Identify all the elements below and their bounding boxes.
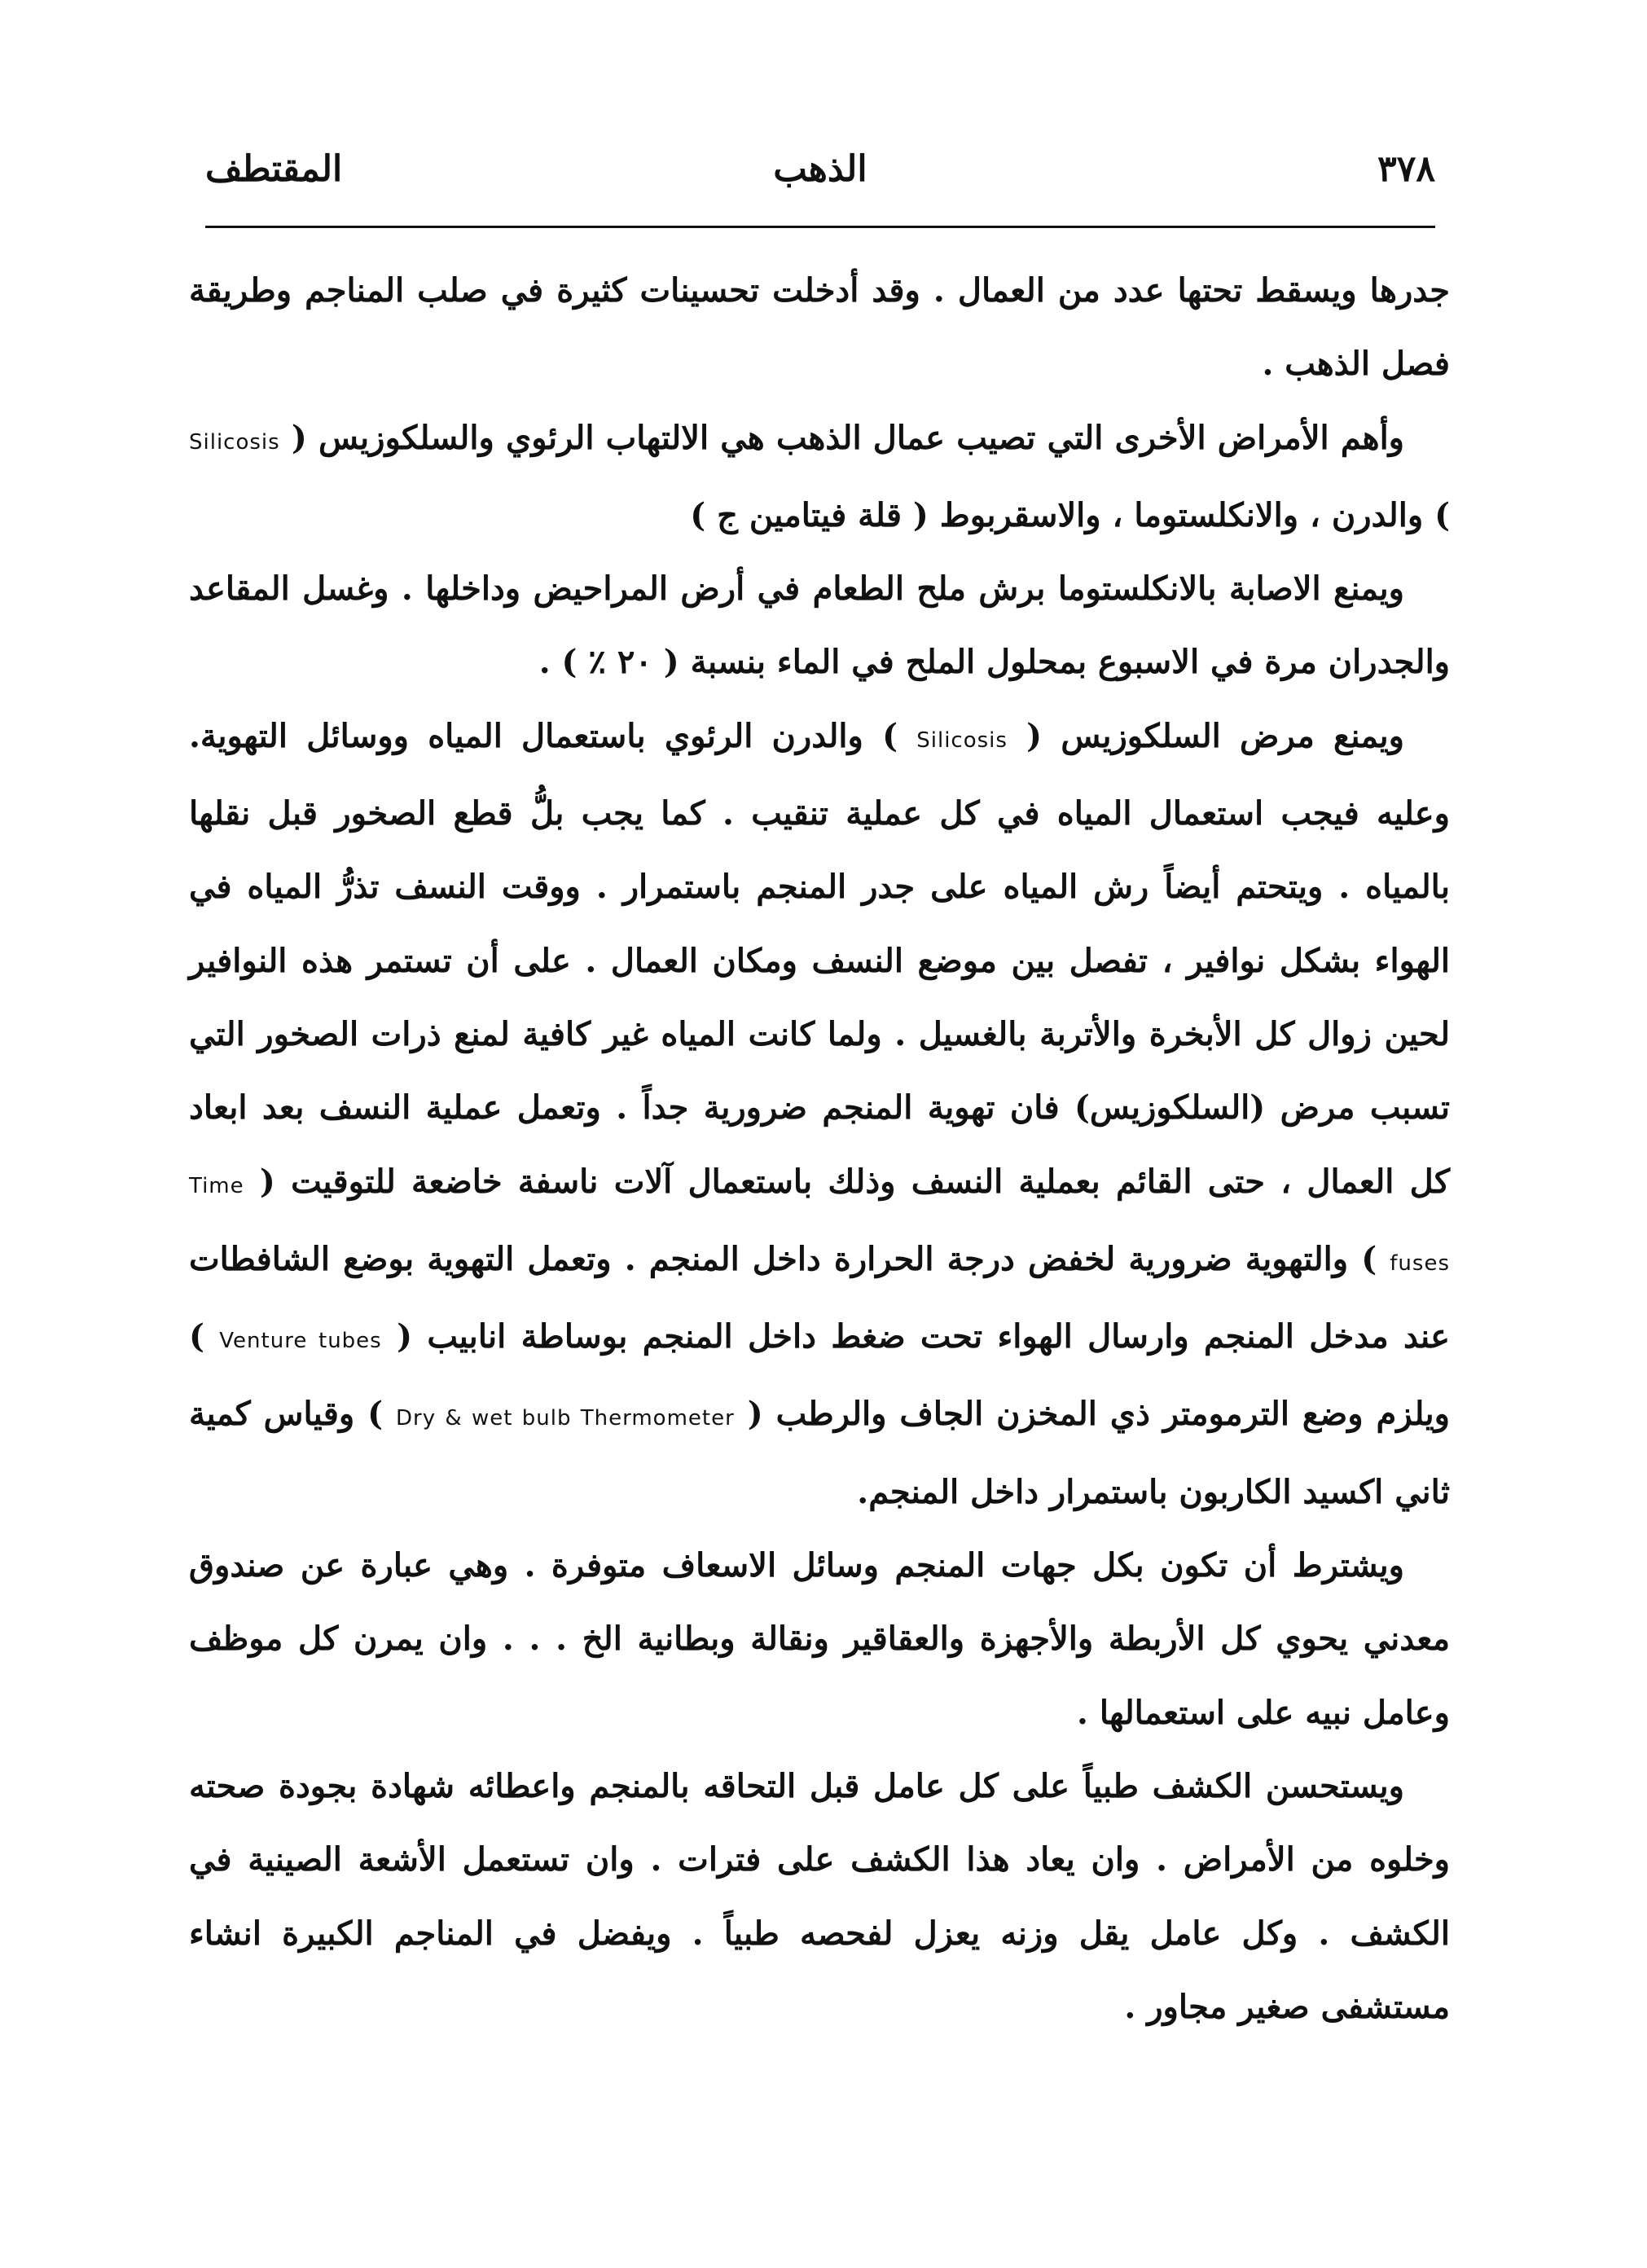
paragraph-4 xyxy=(189,700,1450,1529)
header-rule xyxy=(205,226,1435,228)
article-body xyxy=(189,254,1450,2044)
latin-term: Venture tubes xyxy=(219,1329,382,1354)
paragraph-text: ويمنع مرض السلكوزيس ( xyxy=(1007,716,1404,755)
paragraph-2 xyxy=(189,402,1450,553)
paragraph-text: وأهم الأمراض الأخرى التي تصيب عمال الذهب هي الالتهاب الرئوي والسلكوزيس ( xyxy=(279,418,1404,457)
paragraph-5 xyxy=(189,1529,1450,1750)
paragraph-text: ويستحسن الكشف طبياً على كل عامل قبل التحاقه بالمنجم واعطائه شهادة بجودة صحته وخلوه من الأمراض . وان يعاد هذا الكشف على فترات . وان تستعمل الأشعة الصينية في الكشف . وكل عامل يقل وزنه يعزل لفحصه طبياً . ويفضل في المناجم الكبيرة انشاء مستشفى صغير مجاور . xyxy=(189,1766,1450,2026)
page-number: ٣٧٨ xyxy=(1377,148,1435,190)
paragraph-6 xyxy=(189,1750,1450,2044)
journal-name: المقتطف xyxy=(205,148,343,190)
paragraph-text: ) والدرن الرئوي باستعمال المياه ووسائل التهوية. وعليه فيجب استعمال المياه في كل عملية تنقيب . كما يجب بلُّ قطع الصخور قبل نقلها بالمياه . ويتحتم أيضاً رش المياه على جدر المنجم باستمرار . ووقت النسف تذرُّ المياه في الهواء بشكل نوافير ، تفصل بين موضع النسف ومكان العمال . على أن تستمر هذه النوافير لحين زوال كل الأبخرة والأتربة بالغسيل . ولما كانت المياه غير كافية لمنع ذرات الصخور التي تسبب مرض (السلكوزيس) فان تهوية المنجم ضرورية جداً . وتعمل عملية النسف بعد ابعاد كل العمال ، حتى القائم بعملية النسف وذلك باستعمال آلات ناسفة خاضعة للتوقيت ( xyxy=(189,716,1450,1201)
paragraph-text: ويمنع الاصابة بالانكلستوما برش ملح الطعام في أرض المراحيض وداخلها . وغسل المقاعد والجدران مرة في الاسبوع بمحلول الملح في الماء بنسبة ( ٢٠ ٪ ) . xyxy=(189,569,1450,682)
latin-term: Silicosis xyxy=(189,429,280,455)
running-title: الذهب xyxy=(773,148,867,190)
paragraph-text: ) والدرن ، والانكلستوما ، والاسقربوط ( قلة فيتامين ج ) xyxy=(690,495,1450,534)
paragraph-text: ) ويلزم وضع الترمومتر ذي المخزن الجاف والرطب ( xyxy=(189,1317,1450,1434)
paragraph-text: جدرها ويسقط تحتها عدد من العمال . وقد أدخلت تحسينات كثيرة في صلب المناجم وطريقة فصل الذهب . xyxy=(189,271,1450,384)
paragraph-1 xyxy=(189,254,1450,402)
paragraph-text: ) والتهوية ضرورية لخفض درجة الحرارة داخل المنجم . وتعمل التهوية بوضع الشافطات عند مدخل المنجم وارسال الهواء تحت ضغط داخل المنجم بوساطة انابيب ( xyxy=(189,1239,1450,1356)
page-header xyxy=(205,145,1435,202)
paragraph-text: ) وقياس كمية ثاني اكسيد الكاربون باستمرار داخل المنجم. xyxy=(189,1395,1450,1511)
latin-term: Dry & wet bulb Thermometer xyxy=(396,1406,735,1431)
latin-term: Time fuses xyxy=(189,1173,1450,1276)
latin-term: Silicosis xyxy=(916,727,1008,753)
paragraph-text: ويشترط أن تكون بكل جهات المنجم وسائل الاسعاف متوفرة . وهي عبارة عن صندوق معدني يحوي كل الأربطة والأجهزة والعقاقير ونقالة وبطانية الخ . . . وان يمرن كل موظف وعامل نبيه على استعمالها . xyxy=(189,1546,1450,1732)
paragraph-3 xyxy=(189,552,1450,700)
